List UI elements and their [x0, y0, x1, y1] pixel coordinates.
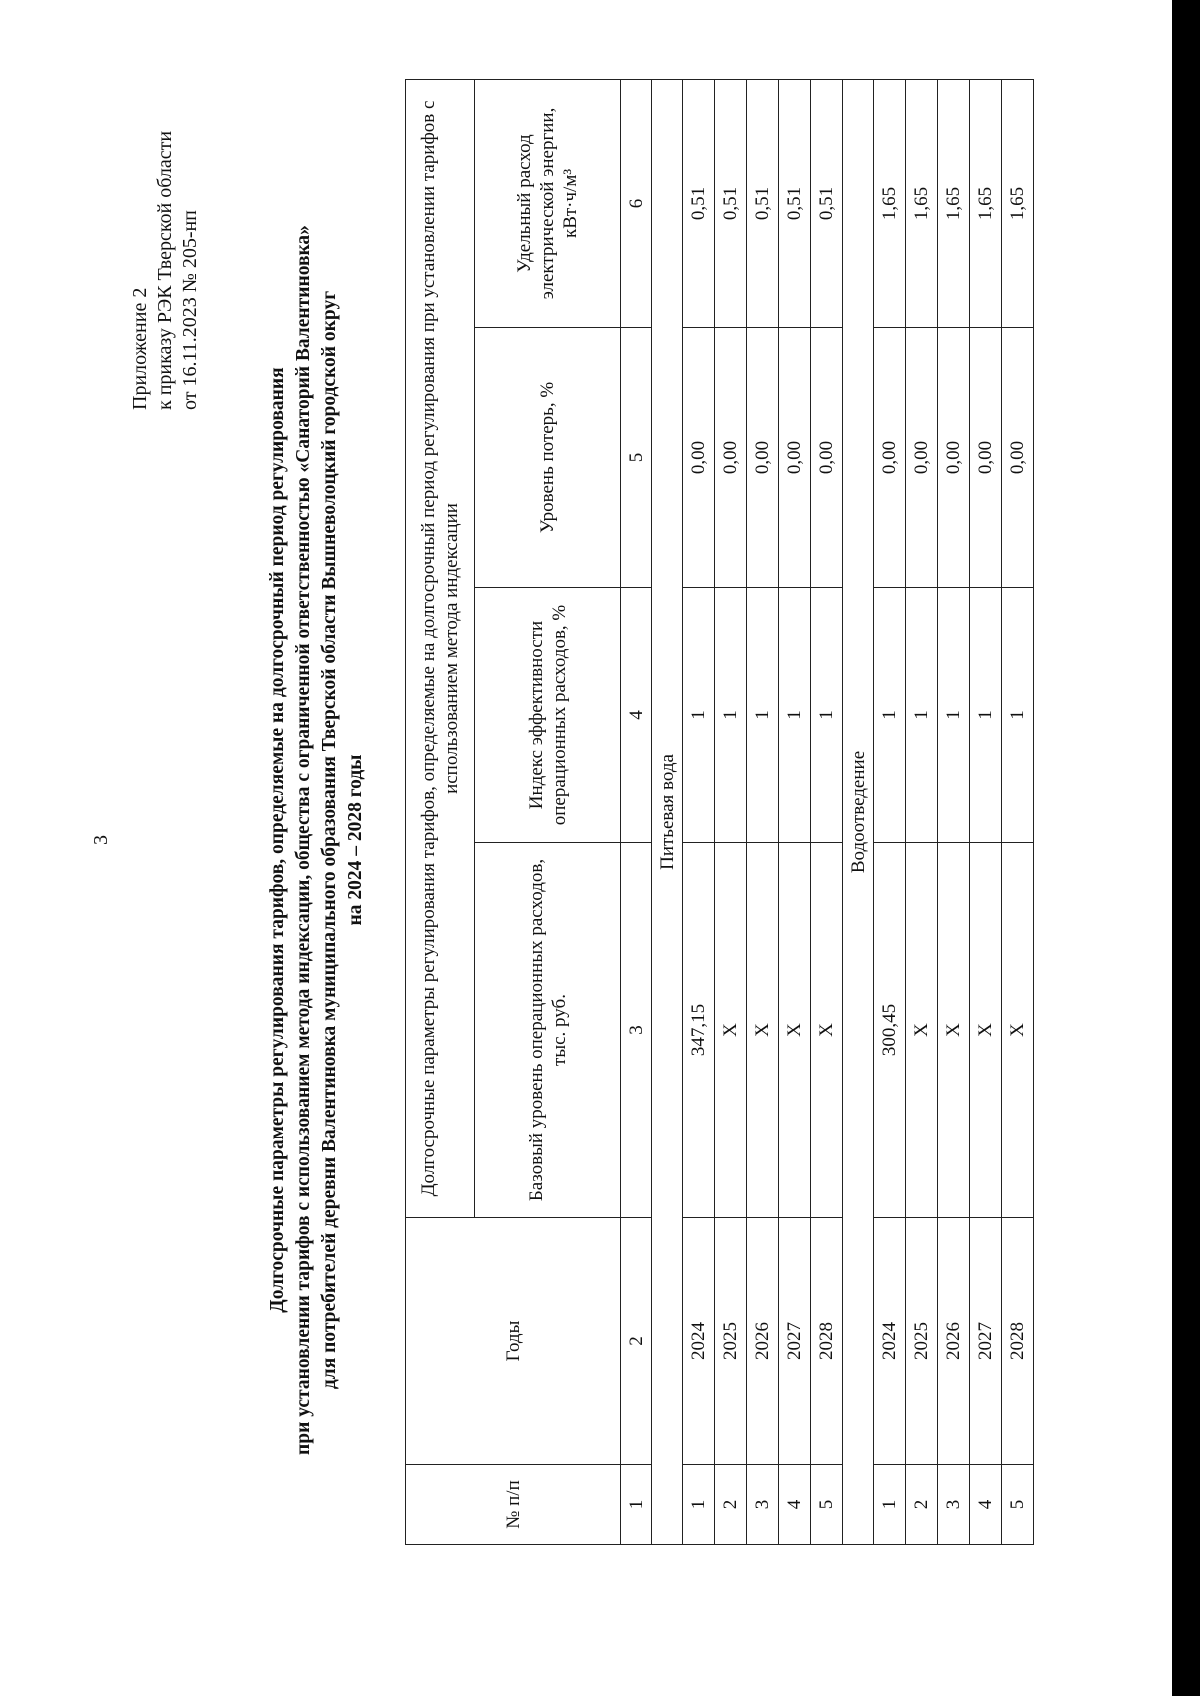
header-years: Годы: [406, 1218, 621, 1465]
cell-year: 2026: [938, 1218, 970, 1465]
header-group: Долгосрочные параметры регулирования тарифов, определяемые на долгосрочный период регулирования при установлении тарифов с использованием метода индексации: [406, 79, 475, 1217]
document-title: [265, 40, 369, 1640]
cell-energy: 1,65: [970, 79, 1002, 327]
title-line: Долгосрочные параметры регулирования тарифов, определяемые на долгосрочный период регулирования: [267, 367, 288, 1313]
appendix-line: к приказу РЭК Тверской области: [154, 130, 176, 410]
cell-losses: 0,00: [938, 328, 970, 588]
cell-base-cost: 347,15: [683, 843, 715, 1218]
tariff-parameters-table: [405, 79, 1034, 1545]
cell-base-cost: X: [779, 843, 811, 1218]
appendix-block: [128, 131, 203, 410]
cell-efficiency: 1: [747, 588, 779, 843]
cell-year: 2024: [683, 1218, 715, 1465]
cell-energy: 0,51: [683, 79, 715, 327]
cell-base-cost: X: [970, 843, 1002, 1218]
cell-losses: 0,00: [779, 328, 811, 588]
cell-base-cost: X: [715, 843, 747, 1218]
cell-num: 5: [811, 1465, 843, 1545]
cell-num: 4: [970, 1465, 1002, 1545]
cell-num: 3: [747, 1465, 779, 1545]
cell-year: 2026: [747, 1218, 779, 1465]
header-num: № п/п: [406, 1465, 621, 1545]
cell-year: 2028: [1002, 1218, 1034, 1465]
header-base-cost: Базовый уровень операционных расходов, тыс. руб.: [475, 843, 621, 1218]
column-number-row: [621, 79, 652, 1544]
cell-year: 2024: [874, 1218, 906, 1465]
column-number: 1: [621, 1465, 652, 1545]
cell-efficiency: 1: [970, 588, 1002, 843]
cell-energy: 1,65: [938, 79, 970, 327]
column-number: 6: [621, 79, 652, 327]
cell-efficiency: 1: [906, 588, 938, 843]
cell-num: 2: [906, 1465, 938, 1545]
header-losses: Уровень потерь, %: [475, 328, 621, 588]
title-line: при установлении тарифов с использованием метода индексации, общества с ограниченной ответственностью «Санаторий Валентиновка»: [293, 225, 314, 1455]
cell-efficiency: 1: [811, 588, 843, 843]
column-number: 2: [621, 1218, 652, 1465]
cell-energy: 1,65: [906, 79, 938, 327]
section-header-water: Питьевая вода: [652, 79, 683, 1544]
cell-energy: 0,51: [715, 79, 747, 327]
cell-losses: 0,00: [683, 328, 715, 588]
table-row: [874, 79, 906, 1544]
cell-losses: 0,00: [715, 328, 747, 588]
cell-num: 1: [874, 1465, 906, 1545]
title-line: для потребителей деревни Валентиновка муниципального образования Тверской области Вышневолоцкий городской округ: [319, 290, 340, 1390]
table-row: [811, 79, 843, 1544]
section-header-sewage: Водоотведение: [843, 79, 874, 1544]
cell-year: 2027: [779, 1218, 811, 1465]
cell-energy: 0,51: [747, 79, 779, 327]
cell-year: 2027: [970, 1218, 1002, 1465]
header-efficiency: Индекс эффективности операционных расходов, %: [475, 588, 621, 843]
cell-num: 4: [779, 1465, 811, 1545]
column-number: 3: [621, 843, 652, 1218]
cell-efficiency: 1: [1002, 588, 1034, 843]
cell-efficiency: 1: [938, 588, 970, 843]
cell-energy: 1,65: [1002, 79, 1034, 327]
appendix-line: Приложение 2: [129, 287, 151, 410]
column-number: 4: [621, 588, 652, 843]
cell-efficiency: 1: [874, 588, 906, 843]
title-line: на 2024 – 2028 годы: [345, 754, 366, 926]
cell-base-cost: X: [906, 843, 938, 1218]
cell-year: 2025: [906, 1218, 938, 1465]
cell-num: 5: [1002, 1465, 1034, 1545]
cell-num: 2: [715, 1465, 747, 1545]
cell-losses: 0,00: [1002, 328, 1034, 588]
rotated-page: [40, 40, 1130, 1640]
cell-base-cost: 300,45: [874, 843, 906, 1218]
page-number: 3: [90, 835, 112, 845]
column-number: 5: [621, 328, 652, 588]
cell-efficiency: 1: [683, 588, 715, 843]
cell-num: 3: [938, 1465, 970, 1545]
table-row: [683, 79, 715, 1544]
cell-losses: 0,00: [970, 328, 1002, 588]
cell-base-cost: X: [811, 843, 843, 1218]
cell-losses: 0,00: [874, 328, 906, 588]
cell-energy: 0,51: [779, 79, 811, 327]
table-row: [779, 79, 811, 1544]
cell-losses: 0,00: [906, 328, 938, 588]
table-row: [1002, 79, 1034, 1544]
cell-base-cost: X: [747, 843, 779, 1218]
cell-year: 2025: [715, 1218, 747, 1465]
table-row: [906, 79, 938, 1544]
header-energy: Удельный расход электрической энергии, кВт·ч/м³: [475, 79, 621, 327]
cell-num: 1: [683, 1465, 715, 1545]
cell-losses: 0,00: [811, 328, 843, 588]
cell-efficiency: 1: [779, 588, 811, 843]
table-row: [970, 79, 1002, 1544]
cell-year: 2028: [811, 1218, 843, 1465]
scan-edge-shadow: [1172, 0, 1200, 1696]
cell-energy: 1,65: [874, 79, 906, 327]
cell-energy: 0,51: [811, 79, 843, 327]
table-row: [715, 79, 747, 1544]
cell-efficiency: 1: [715, 588, 747, 843]
cell-base-cost: X: [938, 843, 970, 1218]
table-row: [747, 79, 779, 1544]
cell-base-cost: X: [1002, 843, 1034, 1218]
cell-losses: 0,00: [747, 328, 779, 588]
table-row: [938, 79, 970, 1544]
appendix-line: от 16.11.2023 № 205-нп: [179, 210, 201, 410]
